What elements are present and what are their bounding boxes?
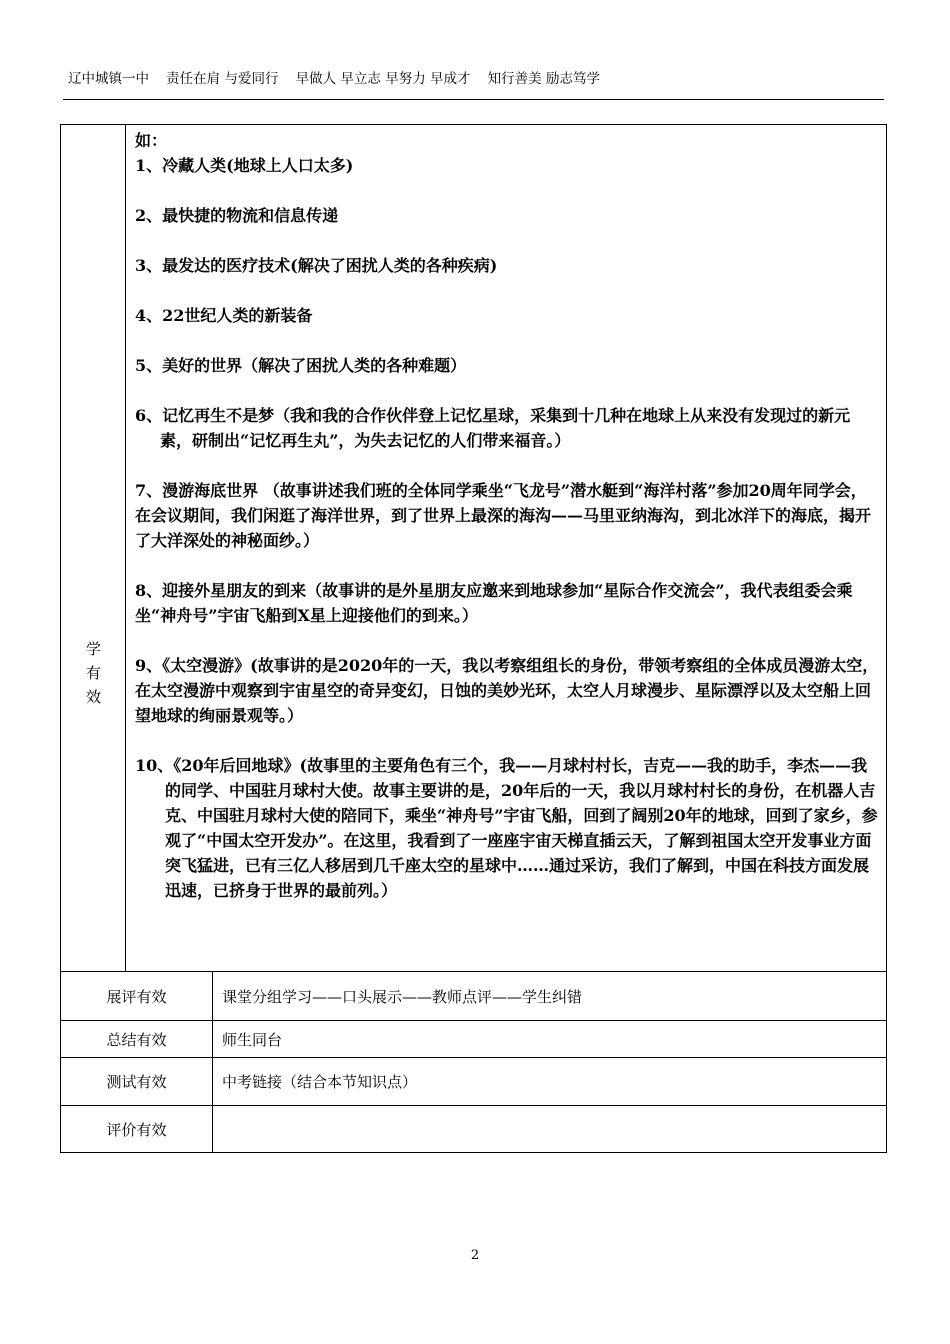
row-label: 评价有效: [61, 1106, 213, 1153]
header-rule: [63, 99, 884, 100]
row-label: 测试有效: [61, 1058, 213, 1106]
row-label: 展评有效: [61, 972, 213, 1021]
list-item: 6、记忆再生不是梦（我和我的合作伙伴登上记忆星球，采集到十几种在地球上从来没有发现过的新元素，研制出“记忆再生丸”，为失去记忆的人们带来福音。）: [135, 406, 851, 450]
row-value: 中考链接（结合本节知识点）: [213, 1058, 887, 1106]
row-value: 课堂分组学习——口头展示——教师点评——学生纠错: [213, 972, 887, 1021]
intro-text: 如：: [135, 131, 168, 150]
list-item: 8、迎接外星朋友的到来（故事讲的是外星朋友应邀来到地球参加“星际合作交流会”，我代表组委会乘坐“神舟号”宇宙飞船到X星上迎接他们的到来。）: [135, 581, 853, 625]
row-value: [213, 1106, 887, 1153]
table-row: [61, 1106, 887, 1153]
list-item: 7、漫游海底世界 （故事讲述我们班的全体同学乘坐“飞龙号”潜水艇到“海洋村落”参加20周年同学会，在会议期间，我们闲逛了海洋世界，到了世界上最深的海沟——马里亚纳海沟，到北冰洋下的海底，揭开了大洋深处的神秘面纱。）: [135, 481, 872, 550]
section-label-column: [61, 125, 126, 971]
list-item: 2、最快捷的物流和信息传递: [135, 206, 339, 225]
study-section: [60, 124, 887, 972]
page-header: 辽中城镇一中 责任在肩 与爱同行 早做人 早立志 早努力 早成才 知行善美 励志笃学: [68, 71, 600, 87]
list-item: 3、最发达的医疗技术(解决了困扰人类的各种疾病): [135, 256, 498, 275]
evaluation-table: [60, 971, 887, 1153]
page-number: 2: [470, 1248, 480, 1263]
row-value: 师生同台: [213, 1021, 887, 1058]
list-item: 1、冷藏人类(地球上人口太多): [135, 156, 354, 175]
row-label: 总结有效: [61, 1021, 213, 1058]
list-item: 10、《20年后回地球》(故事里的主要角色有三个，我——月球村村长，吉克——我的助手，李杰——我的同学、中国驻月球村大使。故事主要讲的是，20年后的一天，我以月球村村长的身份，在机器人吉克、中国驻月球村大使的陪同下，乘坐“神舟号”宇宙飞船，回到了阔别20年的地球，回到了家乡，参观了“中国太空开发办”。在这里，我看到了一座座宇宙天梯直插云天，了解到祖国太空开发事业方面突飞猛进，已有三亿人移居到几千座太空的星球中……通过采访，我们了解到，中国在科技方面发展迅速，已挤身于世界的最前列。）: [135, 756, 878, 900]
list-item: 5、美好的世界（解决了困扰人类的各种难题）: [135, 356, 467, 375]
section-label: 学 有 效: [85, 640, 101, 706]
table-row: [61, 1058, 887, 1106]
table-row: [61, 972, 887, 1021]
story-list: [135, 128, 881, 903]
table-row: [61, 1021, 887, 1058]
list-item: 4、22世纪人类的新装备: [135, 306, 313, 325]
list-item: 9、《太空漫游》(故事讲的是2020年的一天，我以考察组组长的身份，带领考察组的全体成员漫游太空，在太空漫游中观察到宇宙星空的奇异变幻，日蚀的美妙光环，太空人月球漫步、星际漂浮以及太空船上回望地球的绚丽景观等。）: [135, 656, 879, 725]
